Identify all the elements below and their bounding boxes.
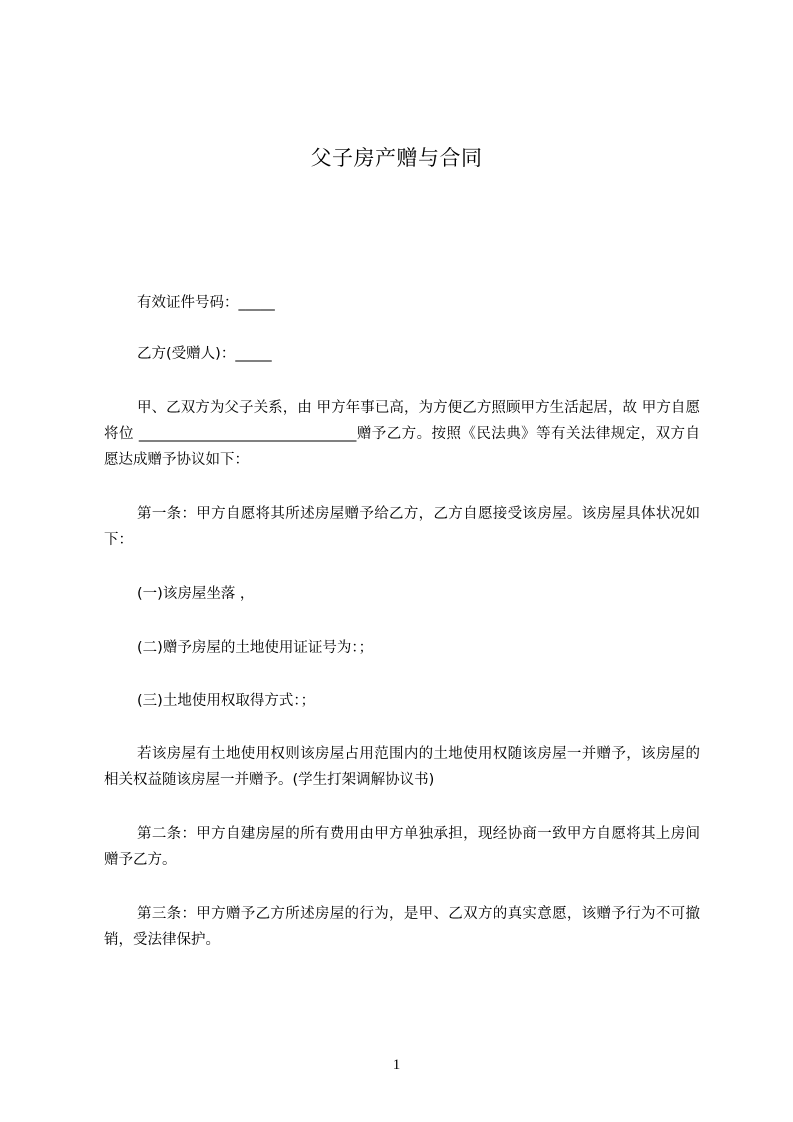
article-1-paragraph: 第一条：甲方自愿将其所述房屋赠予给乙方，乙方自愿接受该房屋。该房屋具体状况如下： [104, 506, 700, 548]
page-number: 1 [392, 1057, 401, 1073]
item-3-line: (三)土地使用权取得方式：； [137, 693, 316, 709]
item-2-line: (二)赠予房屋的土地使用证证号为：； [137, 640, 374, 656]
item-1-line: (一)该房屋坐落 ， [137, 586, 255, 602]
article-2-paragraph: 第二条：甲方自建房屋的所有费用由甲方单独承担，现经协商一致甲方自愿将其上房间赠予乙方。 [104, 826, 700, 868]
intro-paragraph: 甲、乙双方为父子关系，由 甲方年事已高，为方便乙方照顾甲方生活起居，故 甲方自愿将位 ______________________________赠予乙方。按照《民法典》等有关法律规定，双方自愿达成赠予协议如下： [104, 400, 700, 468]
party-b-line: 乙方(受赠人)：_____ [137, 346, 272, 362]
article-3-paragraph: 第三条：甲方赠予乙方所述房屋的行为，是甲、乙双方的真实意愿，该赠予行为不可撤销，受法律保护。 [104, 906, 700, 948]
land-use-paragraph: 若该房屋有土地使用权则该房屋占用范围内的土地使用权随该房屋一并赠予，该房屋的相关权益随该房屋一并赠予。(学生打架调解协议书) [104, 746, 700, 788]
document-title: 父子房产赠与合同 [310, 146, 483, 170]
id-number-line: 有效证件号码：_____ [137, 295, 275, 311]
